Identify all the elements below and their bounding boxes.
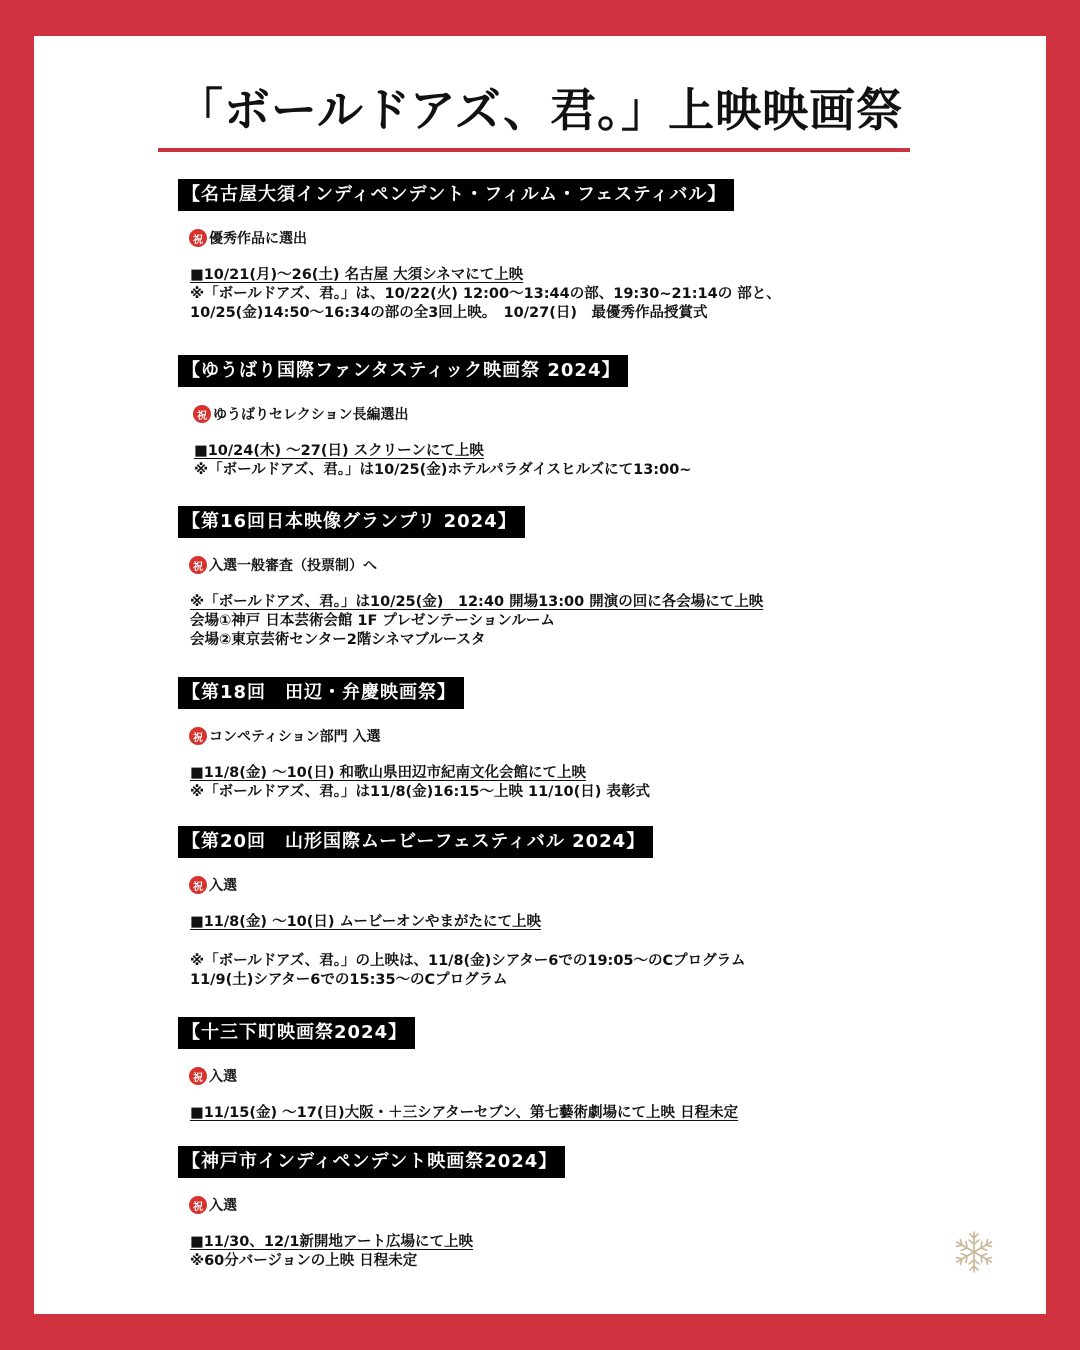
screening-info (190, 913, 746, 990)
award-line (193, 404, 691, 424)
screening-info (190, 1104, 738, 1123)
festival-heading: 【名古屋大須インディペンデント・フィルム・フェスティバル】 (178, 179, 734, 211)
award-line (189, 1195, 565, 1215)
award-line (189, 875, 746, 895)
award-line (189, 228, 781, 248)
screening-schedule: ■10/24(木) ～27(日) スクリーンにて上映 (194, 443, 484, 459)
festival-section-nagoya (178, 179, 781, 323)
screening-schedule: ■11/15(金) ～17(日)大阪・＋三シアターセブン、第七藝術劇場にて上映 日程未定 (190, 1105, 739, 1121)
award-text: 入選 (209, 1069, 237, 1085)
celebration-badge-icon: 祝 (189, 556, 207, 574)
award-text: ゆうばりセレクション長編選出 (213, 407, 409, 423)
screening-schedule: ■11/8(金) ～10(日) ムービーオンやまがたにて上映 (190, 914, 541, 930)
screening-note: ※60分バージョンの上映 日程未定 (190, 1253, 418, 1269)
festival-heading: 【十三下町映画祭2024】 (178, 1017, 415, 1049)
festival-heading: 【ゆうばり国際ファンタスティック映画祭 2024】 (178, 355, 628, 387)
venue-line: 会場①神戸 日本芸術会館 1F プレゼンテーションルーム (190, 613, 555, 629)
celebration-badge-icon: 祝 (193, 405, 211, 423)
screening-schedule: ■10/21(月)～26(土) 名古屋 大須シネマにて上映 (190, 267, 524, 283)
title-underline (158, 148, 910, 152)
screening-schedule: ※「ボールドアズ、君。」は10/25(金) 12:40 開場13:00 開演の回に各会場にて上映 (190, 594, 764, 610)
snowflake-icon (950, 1228, 998, 1276)
celebration-badge-icon: 祝 (189, 727, 207, 745)
festival-section-juso (178, 1017, 738, 1123)
screening-note: ※「ボールドアズ、君。」は11/8(金)16:15～上映 11/10(日) 表彰式 (190, 784, 650, 800)
festival-section-tanabe-benkei (178, 677, 650, 802)
screening-note: 10/25(金)14:50～16:34の部の全3回上映。 10/27(日) 最優秀作品授賞式 (190, 305, 708, 321)
screening-note: 11/9(土)シアター6での15:35～のCプログラム (190, 972, 508, 988)
award-text: 優秀作品に選出 (209, 231, 307, 247)
award-line (189, 1066, 738, 1086)
award-line (189, 555, 763, 575)
award-text: 入選一般審査（投票制）へ (209, 558, 377, 574)
screening-schedule: ■11/8(金) ～10(日) 和歌山県田辺市紀南文化会館にて上映 (190, 765, 587, 781)
festival-heading: 【神戸市インディペンデント映画祭2024】 (178, 1146, 565, 1178)
screening-info (190, 764, 650, 802)
festival-section-japan-video-grandprix (178, 506, 763, 650)
celebration-badge-icon: 祝 (189, 876, 207, 894)
festival-section-yamagata (178, 826, 746, 990)
celebration-badge-icon: 祝 (189, 229, 207, 247)
festival-heading: 【第18回 田辺・弁慶映画祭】 (178, 677, 464, 709)
award-text: コンペティション部門 入選 (209, 729, 381, 745)
screening-note: ※「ボールドアズ、君。」の上映は、11/8(金)シアター6での19:05～のCプログラム (190, 953, 746, 969)
festival-section-yubari (178, 355, 691, 480)
screening-info (194, 442, 691, 480)
award-line (189, 726, 650, 746)
festival-section-kobe (178, 1146, 565, 1271)
award-text: 入選 (209, 878, 237, 894)
screening-info (190, 1233, 565, 1271)
celebration-badge-icon: 祝 (189, 1067, 207, 1085)
celebration-badge-icon: 祝 (189, 1196, 207, 1214)
screening-info (190, 593, 763, 650)
screening-note: ※「ボールドアズ、君。」は、10/22(火) 12:00～13:44の部、19:30~21:14の 部と、 (190, 286, 781, 302)
screening-note: ※「ボールドアズ、君。」は10/25(金)ホテルパラダイスヒルズにて13:00~ (194, 462, 692, 478)
venue-line: 会場②東京芸術センター2階シネマブルースタ (190, 632, 486, 648)
screening-schedule: ■11/30、12/1新開地アート広場にて上映 (190, 1234, 473, 1250)
festival-heading: 【第16回日本映像グランプリ 2024】 (178, 506, 525, 538)
award-text: 入選 (209, 1198, 237, 1214)
page-title: 「ボールドアズ、君。」上映映画祭 (176, 83, 904, 137)
screening-info (190, 266, 781, 323)
festival-heading: 【第20回 山形国際ムービーフェスティバル 2024】 (178, 826, 653, 858)
